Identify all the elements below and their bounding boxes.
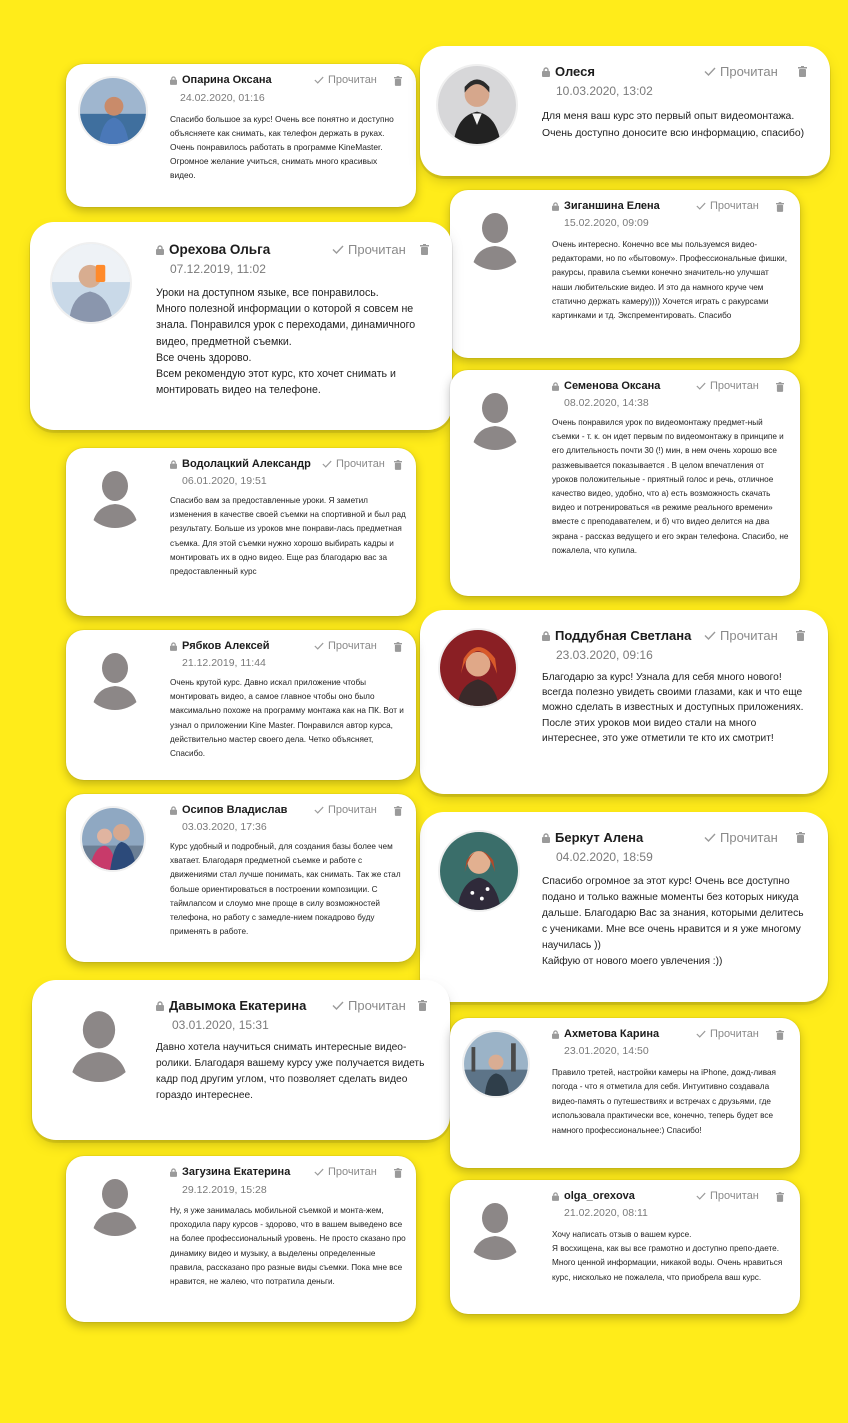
avatar	[438, 628, 518, 708]
trash-icon[interactable]	[798, 66, 807, 77]
trash-icon[interactable]	[394, 460, 402, 470]
review-card-osipov	[66, 794, 416, 962]
check-icon	[332, 1001, 344, 1010]
review-card-olesya	[426, 52, 824, 170]
avatar	[462, 384, 528, 450]
check-icon	[696, 382, 706, 390]
reviewer-name: Опарина Оксана	[182, 74, 272, 86]
read-status: Прочитан	[314, 1166, 377, 1178]
review-text: Для меня ваш курс это первый опыт видеомонтажа. Очень доступно доносите всю информацию, спасибо)	[542, 111, 805, 139]
trash-icon[interactable]	[796, 630, 805, 641]
reviewer-name: Поддубная Светлана	[555, 628, 692, 643]
review-date: 08.02.2020, 14:38	[564, 397, 649, 409]
check-icon	[314, 1168, 324, 1176]
reviewer-name: Олеся	[555, 64, 595, 79]
lock-icon	[170, 642, 177, 651]
review-date: 03.03.2020, 17:36	[182, 821, 267, 833]
review-text: Спасибо большое за курс! Очень все понятно и доступно объясняете как снимать, как телефон держать в руках. Очень понравилось работать в программе KineMaster. Огромное желание учиться, снимать много красивых видео.	[170, 114, 394, 180]
avatar	[82, 644, 148, 710]
reviewer-name: olga_orexova	[564, 1190, 635, 1202]
trash-icon[interactable]	[394, 76, 402, 86]
lock-icon	[170, 1168, 177, 1177]
review-card-ryabkov	[66, 630, 416, 780]
read-status: Прочитан	[332, 998, 406, 1013]
review-date: 06.01.2020, 19:51	[182, 475, 267, 487]
read-status: Прочитан	[332, 242, 406, 257]
lock-icon	[156, 245, 164, 255]
reviewer-name: Загузина Екатерина	[182, 1166, 291, 1178]
user-placeholder-icon	[82, 644, 148, 710]
review-date: 23.03.2020, 09:16	[556, 648, 653, 662]
lock-icon	[542, 833, 550, 843]
read-status: Прочитан	[314, 640, 377, 652]
review-date: 10.03.2020, 13:02	[556, 84, 653, 98]
review-text: Спасибо вам за предоставленные уроки. Я заметил изменения в качестве своей съемки на спортивной и был рад результату. Больше из уроков мне понрави-лась предметная съемка. Для этой съемки нужно хорошо выбирать кадры и монтировать их в одно видео. Еще раз благодарю вас за предоставленный курс	[170, 496, 406, 577]
lock-icon	[170, 76, 177, 85]
avatar	[82, 1170, 148, 1236]
review-text: Ну, я уже занималась мобильной съемкой и монта-жем, проходила пару курсов - здорово, что в вашем выведено все на более профессиональный уровень. Не просто сказано про динамику видео и музыку, а выделены определенные правила, рассказано про разные виды съемки. Пока мне все нравится, не жалею, что потратила деньги.	[170, 1206, 406, 1287]
reviewer-name: Осипов Владислав	[182, 804, 288, 816]
read-status: Прочитан	[704, 830, 778, 845]
user-placeholder-icon	[462, 1194, 528, 1260]
review-text: Спасибо огромное за этот курс! Очень все доступно подано и только важные моменты без которых никуда дальше. Благодарю Вас за знания, которыми делитесь с учениками. Мне все очень нравится и я уже многому научилась )) Кайфую от нового моего увлечения :))	[542, 876, 804, 967]
review-card-berkut	[426, 818, 822, 996]
check-icon	[704, 833, 716, 842]
review-date: 15.02.2020, 09:09	[564, 217, 649, 229]
trash-icon[interactable]	[776, 1192, 784, 1202]
review-card-semenova	[450, 370, 800, 596]
review-card-vodolatsky	[66, 448, 416, 616]
user-placeholder-icon	[82, 462, 148, 528]
lock-icon	[170, 806, 177, 815]
lock-icon	[542, 67, 550, 77]
user-placeholder-icon	[82, 1170, 148, 1236]
trash-icon[interactable]	[776, 202, 784, 212]
review-date: 04.02.2020, 18:59	[556, 850, 653, 864]
trash-icon[interactable]	[394, 1168, 402, 1178]
review-text: Правило третей, настройки камеры на iPhone, дожд-ливая погода - что я отметила для себя. Интуитивно создавала видео-память о путешествиях и встречах с друзьями, где использовала практически все, конечно, теперь будет все намного профессиональнее:) Спасибо!	[552, 1068, 776, 1135]
trash-icon[interactable]	[796, 832, 805, 843]
read-status: Прочитан	[696, 1028, 759, 1040]
lock-icon	[552, 382, 559, 391]
review-card-davymoka	[38, 986, 444, 1134]
avatar	[462, 1030, 530, 1098]
user-placeholder-icon	[462, 204, 528, 270]
read-status: Прочитан	[314, 804, 377, 816]
lock-icon	[170, 460, 177, 469]
review-text: Курс удобный и подробный, для создания базы более чем хватает. Благодаря предметной съемке и работе с движениями стал лучше понимать, как снимать. Так же стал больше ориентироваться в построении композиции. С таймлапсом и слоумо мне проще в силу возможностей телефона, но работу с замедле-нием покадрово буду применять в работе.	[170, 842, 401, 937]
lock-icon	[552, 202, 559, 211]
review-text: Давно хотела научиться снимать интересные видео-ролики. Благодаря вашему курсу уже получается видеть кадр под другим углом, что позволяет сделать видео гораздо интереснее.	[156, 1042, 425, 1101]
review-card-oparina	[66, 64, 416, 207]
review-date: 03.01.2020, 15:31	[172, 1018, 269, 1032]
trash-icon[interactable]	[418, 1000, 427, 1011]
avatar	[436, 64, 518, 146]
trash-icon[interactable]	[394, 806, 402, 816]
trash-icon[interactable]	[776, 1030, 784, 1040]
review-card-orekhova	[36, 228, 446, 424]
lock-icon	[552, 1030, 559, 1039]
reviewer-name: Зиганшина Елена	[564, 200, 660, 212]
reviewer-name: Беркут Алена	[555, 830, 644, 845]
review-text: Уроки на доступном языке, все понравилось. Много полезной информации о которой я совсем не знала. Понравился урок с переходами, динамичного видео, предметной съемки. Все очень здорово. Всем рекомендую этот курс, кто хочет снимать и монтировать видео на телефоне.	[156, 287, 416, 397]
read-status: Прочитан	[704, 628, 778, 643]
read-status: Прочитан	[696, 380, 759, 392]
read-status: Прочитан	[322, 458, 385, 470]
check-icon	[696, 1192, 706, 1200]
review-card-zaguzina	[66, 1156, 416, 1322]
review-card-ziganshina	[450, 190, 800, 358]
lock-icon	[156, 1001, 164, 1011]
review-date: 29.12.2019, 15:28	[182, 1184, 267, 1196]
trash-icon[interactable]	[420, 244, 429, 255]
avatar	[58, 1000, 140, 1082]
review-text: Очень крутой курс. Давно искал приложение чтобы монтировать видео, а самое главное чтобы оно было максимально похоже на программу монтажа как на ПК. Вот и узнал о приложении Kine Master. Понравился автор курса, действительно мастер своего дела. Четко объясняет, Спасибо.	[170, 678, 404, 759]
review-text: Очень интересно. Конечно все мы пользуемся видео-редакторами, но по «бытовому». Профессиональные фишки, ракурсы, правила съемки конечно значитель-но улучшат наши любительские видео. И это да намного круче чем статично держать камеру)))) Хочется играть с ракурсами картинками и тд. Экспрементировать. Спасибо	[552, 240, 788, 321]
check-icon	[704, 631, 716, 640]
avatar	[50, 242, 132, 324]
review-card-olga-orexova	[450, 1180, 800, 1314]
reviewer-name: Давымока Екатерина	[169, 998, 307, 1013]
review-date: 21.02.2020, 08:11	[564, 1207, 648, 1219]
review-text: Хочу написать отзыв о вашем курсе. Я восхищена, как вы все грамотно и доступно препо-даете. Много ценной информации, никакой воды. Очень нравиться курс, нисколько не пожалела, что приобрела ваш курс.	[552, 1230, 783, 1282]
check-icon	[704, 67, 716, 76]
review-date: 24.02.2020, 01:16	[180, 92, 265, 104]
review-date: 07.12.2019, 11:02	[170, 262, 266, 276]
check-icon	[322, 460, 332, 468]
review-date: 23.01.2020, 14:50	[564, 1045, 649, 1057]
trash-icon[interactable]	[394, 642, 402, 652]
lock-icon	[542, 631, 550, 641]
user-placeholder-icon	[58, 1000, 140, 1082]
review-text: Очень понравился урок по видеомонтажу предмет-ный съемки - т. к. он идет первым по видеомонтажу в принципе и его длительность почти 30 (!) мин, в нем очень хорошо все разжевывается показывается . В целом впечатления от уроков положительные - приятный голос и речь, отличное качество видео, удобно, что а) есть возможность скачать видео и потренироваться «в режиме реального времени» вместе с преподавателем, и б) что видео делится на два экрана - рассказ ведущего и его экран телефона. Спасибо, не пожалела, что купила.	[552, 418, 789, 555]
reviewer-name: Ахметова Карина	[564, 1028, 660, 1040]
user-placeholder-icon	[462, 384, 528, 450]
check-icon	[696, 202, 706, 210]
reviewer-name: Орехова Ольга	[169, 242, 271, 257]
check-icon	[314, 76, 324, 84]
avatar	[462, 204, 528, 270]
trash-icon[interactable]	[776, 382, 784, 392]
review-card-poddubnaya	[426, 616, 822, 788]
review-card-akhmetova	[450, 1018, 800, 1168]
reviewer-name: Семенова Оксана	[564, 380, 661, 392]
avatar	[78, 76, 148, 146]
check-icon	[332, 245, 344, 254]
check-icon	[696, 1030, 706, 1038]
read-status: Прочитан	[696, 1190, 759, 1202]
avatar	[462, 1194, 528, 1260]
avatar	[80, 806, 146, 872]
read-status: Прочитан	[704, 64, 778, 79]
read-status: Прочитан	[696, 200, 759, 212]
read-status: Прочитан	[314, 74, 377, 86]
check-icon	[314, 806, 324, 814]
avatar	[438, 830, 520, 912]
reviewer-name: Рябков Алексей	[182, 640, 270, 652]
lock-icon	[552, 1192, 559, 1201]
review-text: Благодарю за курс! Узнала для себя много нового! всегда полезно увидеть своими глазами, как и что еще можно сделать в известных и доступных приложениях. После этих уроков мои видео стали на много интереснее, это уже отметили те кто их смотрит!	[542, 672, 804, 744]
avatar	[82, 462, 148, 528]
check-icon	[314, 642, 324, 650]
review-date: 21.12.2019, 11:44	[182, 657, 266, 669]
reviewer-name: Водолацкий Александр	[182, 458, 311, 470]
